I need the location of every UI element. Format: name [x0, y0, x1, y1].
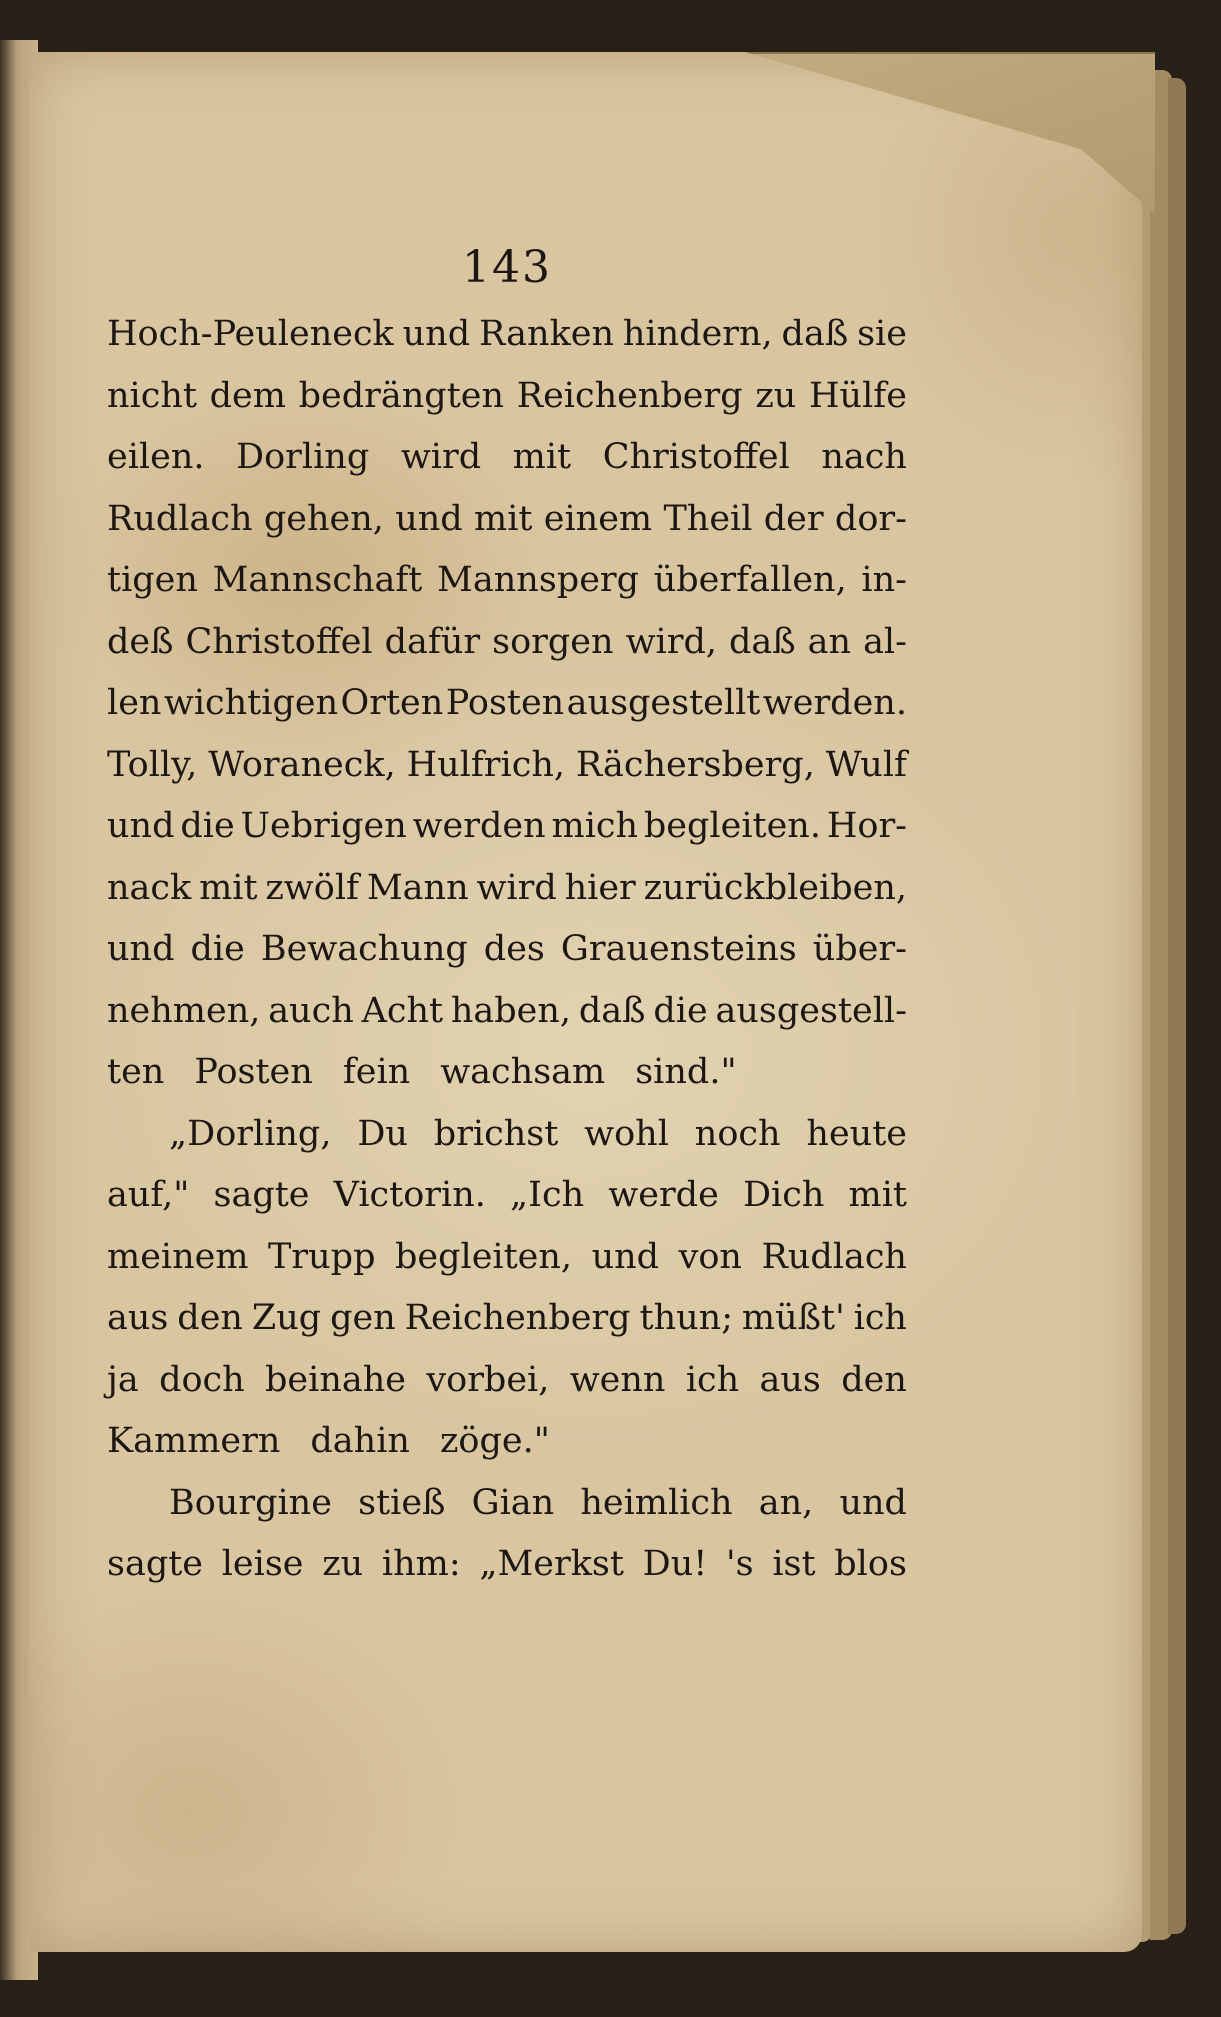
word: der [763, 498, 824, 539]
word: werden [412, 806, 546, 846]
word: überfallen, [653, 560, 847, 600]
word: Tolly, [107, 744, 198, 785]
word: heimlich [580, 1482, 733, 1523]
word: ich [853, 1298, 907, 1338]
word: Posten [194, 1052, 313, 1092]
word: dem [209, 375, 286, 416]
word: einem [543, 498, 653, 539]
word: Reichenberg [516, 375, 743, 416]
text-line [107, 1534, 907, 1596]
word: hindern, [622, 314, 773, 354]
word: daß [781, 314, 849, 354]
word: den [177, 1298, 243, 1338]
word: von [678, 1236, 742, 1277]
word: zu [755, 375, 797, 416]
word: wird, [625, 621, 717, 662]
word: Acht [361, 990, 444, 1031]
word: bedrängten [298, 375, 505, 416]
word: Du! [642, 1544, 708, 1584]
word: stieß [358, 1482, 446, 1523]
word: ja [107, 1359, 139, 1400]
word: doch [159, 1359, 245, 1400]
word: mit [848, 1175, 907, 1215]
text-line [107, 612, 907, 674]
word: und [402, 314, 471, 354]
text-line [107, 1227, 907, 1289]
word: wohl [584, 1113, 669, 1154]
word: Zug [251, 1298, 322, 1338]
word: mit [474, 498, 533, 539]
text-line [107, 1350, 907, 1412]
word: Woraneck, [208, 744, 396, 785]
text-line [107, 427, 907, 489]
word: mich [551, 806, 639, 846]
word: Orten [340, 683, 444, 723]
word: Trupp [268, 1236, 376, 1277]
word: Hor- [826, 806, 907, 846]
word: Dorling [236, 437, 370, 477]
word: müßt' [741, 1298, 845, 1338]
word: Reichenberg [404, 1298, 631, 1338]
word: den [841, 1359, 907, 1400]
word: leise [221, 1544, 304, 1584]
text-line [107, 1473, 907, 1535]
word: auf," [107, 1175, 190, 1215]
word: heute [806, 1113, 907, 1154]
word: wird [476, 867, 557, 908]
word: Christoffel [602, 437, 790, 477]
word: wird [400, 437, 482, 477]
word: „Ich [510, 1175, 585, 1215]
word: hier [564, 867, 636, 908]
word: die [180, 806, 235, 846]
word: tigen [107, 560, 198, 600]
word: Christoffel [185, 621, 373, 662]
word: zu [322, 1544, 364, 1584]
word: Gian [471, 1482, 555, 1523]
word: fein [342, 1052, 411, 1092]
word: Victorin. [333, 1175, 486, 1215]
word: wachsam [440, 1052, 606, 1092]
word: Hoch-Peuleneck [107, 314, 394, 354]
word: Hulfrich, [406, 744, 565, 785]
word: sie [857, 314, 907, 354]
word: Rächersberg, [575, 744, 815, 785]
word: „Dorling, [169, 1113, 332, 1154]
text-line [107, 858, 907, 920]
word: und [107, 929, 175, 969]
word: Rudlach [761, 1236, 907, 1277]
word: ist [772, 1544, 816, 1584]
word: aus [107, 1298, 169, 1338]
word: wichtigen [163, 683, 339, 723]
word: zöge." [439, 1421, 550, 1461]
page-content [107, 238, 907, 1596]
word: haben, [450, 990, 572, 1031]
text-line [107, 919, 907, 981]
word: ten [107, 1052, 165, 1092]
word: daß [728, 621, 796, 662]
word: an, [758, 1482, 814, 1523]
text-line [107, 735, 907, 797]
word: sind." [635, 1052, 737, 1092]
word: und [839, 1482, 907, 1523]
text-line [107, 1165, 907, 1227]
word: 's [726, 1544, 754, 1584]
text-line [107, 489, 907, 551]
word: werden. [762, 683, 907, 723]
word: beinahe [265, 1359, 407, 1400]
word: al- [863, 621, 907, 662]
word: ausgestellt [566, 683, 761, 723]
word: und [395, 498, 463, 539]
word: Rudlach [107, 498, 253, 539]
word: auch [268, 990, 354, 1031]
text-line [107, 366, 907, 428]
word: begleiten, [394, 1236, 573, 1277]
word: werde [608, 1175, 719, 1215]
word: aus [759, 1359, 821, 1400]
text-block [107, 304, 907, 1596]
page-edge [1168, 78, 1186, 1934]
word: ich [685, 1359, 740, 1400]
word: Mann [366, 867, 469, 908]
word: blos [834, 1544, 907, 1584]
word: und [107, 806, 175, 846]
word: sagte [107, 1544, 204, 1584]
word: des [483, 929, 545, 969]
word: nicht [107, 375, 197, 416]
word: len [107, 683, 162, 723]
word: Kammern [107, 1421, 281, 1461]
word: Mannschaft [212, 560, 423, 600]
word: über- [812, 929, 907, 969]
text-line [107, 550, 907, 612]
word: Bourgine [169, 1482, 332, 1523]
text-line [107, 981, 907, 1043]
word: sorgen [492, 621, 614, 662]
word: Dich [742, 1175, 825, 1215]
word: mit [512, 437, 572, 477]
page-number: 143 [462, 242, 552, 293]
word: begleiten. [643, 806, 821, 846]
word: Ranken [479, 314, 615, 354]
text-line [107, 796, 907, 858]
word: meinem [107, 1236, 249, 1277]
text-line [107, 673, 907, 735]
word: deß [107, 621, 174, 662]
word: daß [578, 990, 646, 1031]
text-line [107, 304, 907, 366]
word: dafür [384, 621, 481, 662]
word: die [190, 929, 245, 969]
word: Mannsperg [437, 560, 640, 600]
word: „Merkst [479, 1544, 624, 1584]
word: brichst [433, 1113, 559, 1154]
word: Wulf [825, 744, 907, 785]
text-line [107, 1042, 907, 1104]
word: ihm: [381, 1544, 461, 1584]
text-line [107, 1104, 907, 1166]
word: zwölf [265, 867, 359, 908]
word: mit [199, 867, 258, 908]
word: eilen. [107, 437, 205, 477]
word: dahin [310, 1421, 410, 1461]
word: vorbei, [426, 1359, 550, 1400]
word: Posten [445, 683, 565, 723]
word: und [591, 1236, 660, 1277]
word: an [807, 621, 852, 662]
word: nack [107, 867, 192, 908]
word: nehmen, [107, 990, 261, 1031]
word: die [653, 990, 708, 1031]
word: Hülfe [809, 375, 907, 416]
word: Du [357, 1113, 408, 1154]
word: gen [330, 1298, 396, 1338]
word: nach [821, 437, 907, 477]
text-line [107, 1288, 907, 1350]
word: dor- [834, 498, 907, 539]
word: Grauensteins [560, 929, 797, 969]
word: Theil [663, 498, 753, 539]
word: in- [861, 560, 907, 600]
word: zurückbleiben, [643, 867, 907, 908]
word: Uebrigen [240, 806, 407, 846]
word: gehen, [263, 498, 384, 539]
word: ausgestell- [715, 990, 907, 1031]
text-line [107, 1411, 907, 1473]
word: wenn [569, 1359, 666, 1400]
word: sagte [213, 1175, 310, 1215]
word: thun; [639, 1298, 733, 1338]
word: Bewachung [260, 929, 468, 969]
word: noch [694, 1113, 781, 1154]
